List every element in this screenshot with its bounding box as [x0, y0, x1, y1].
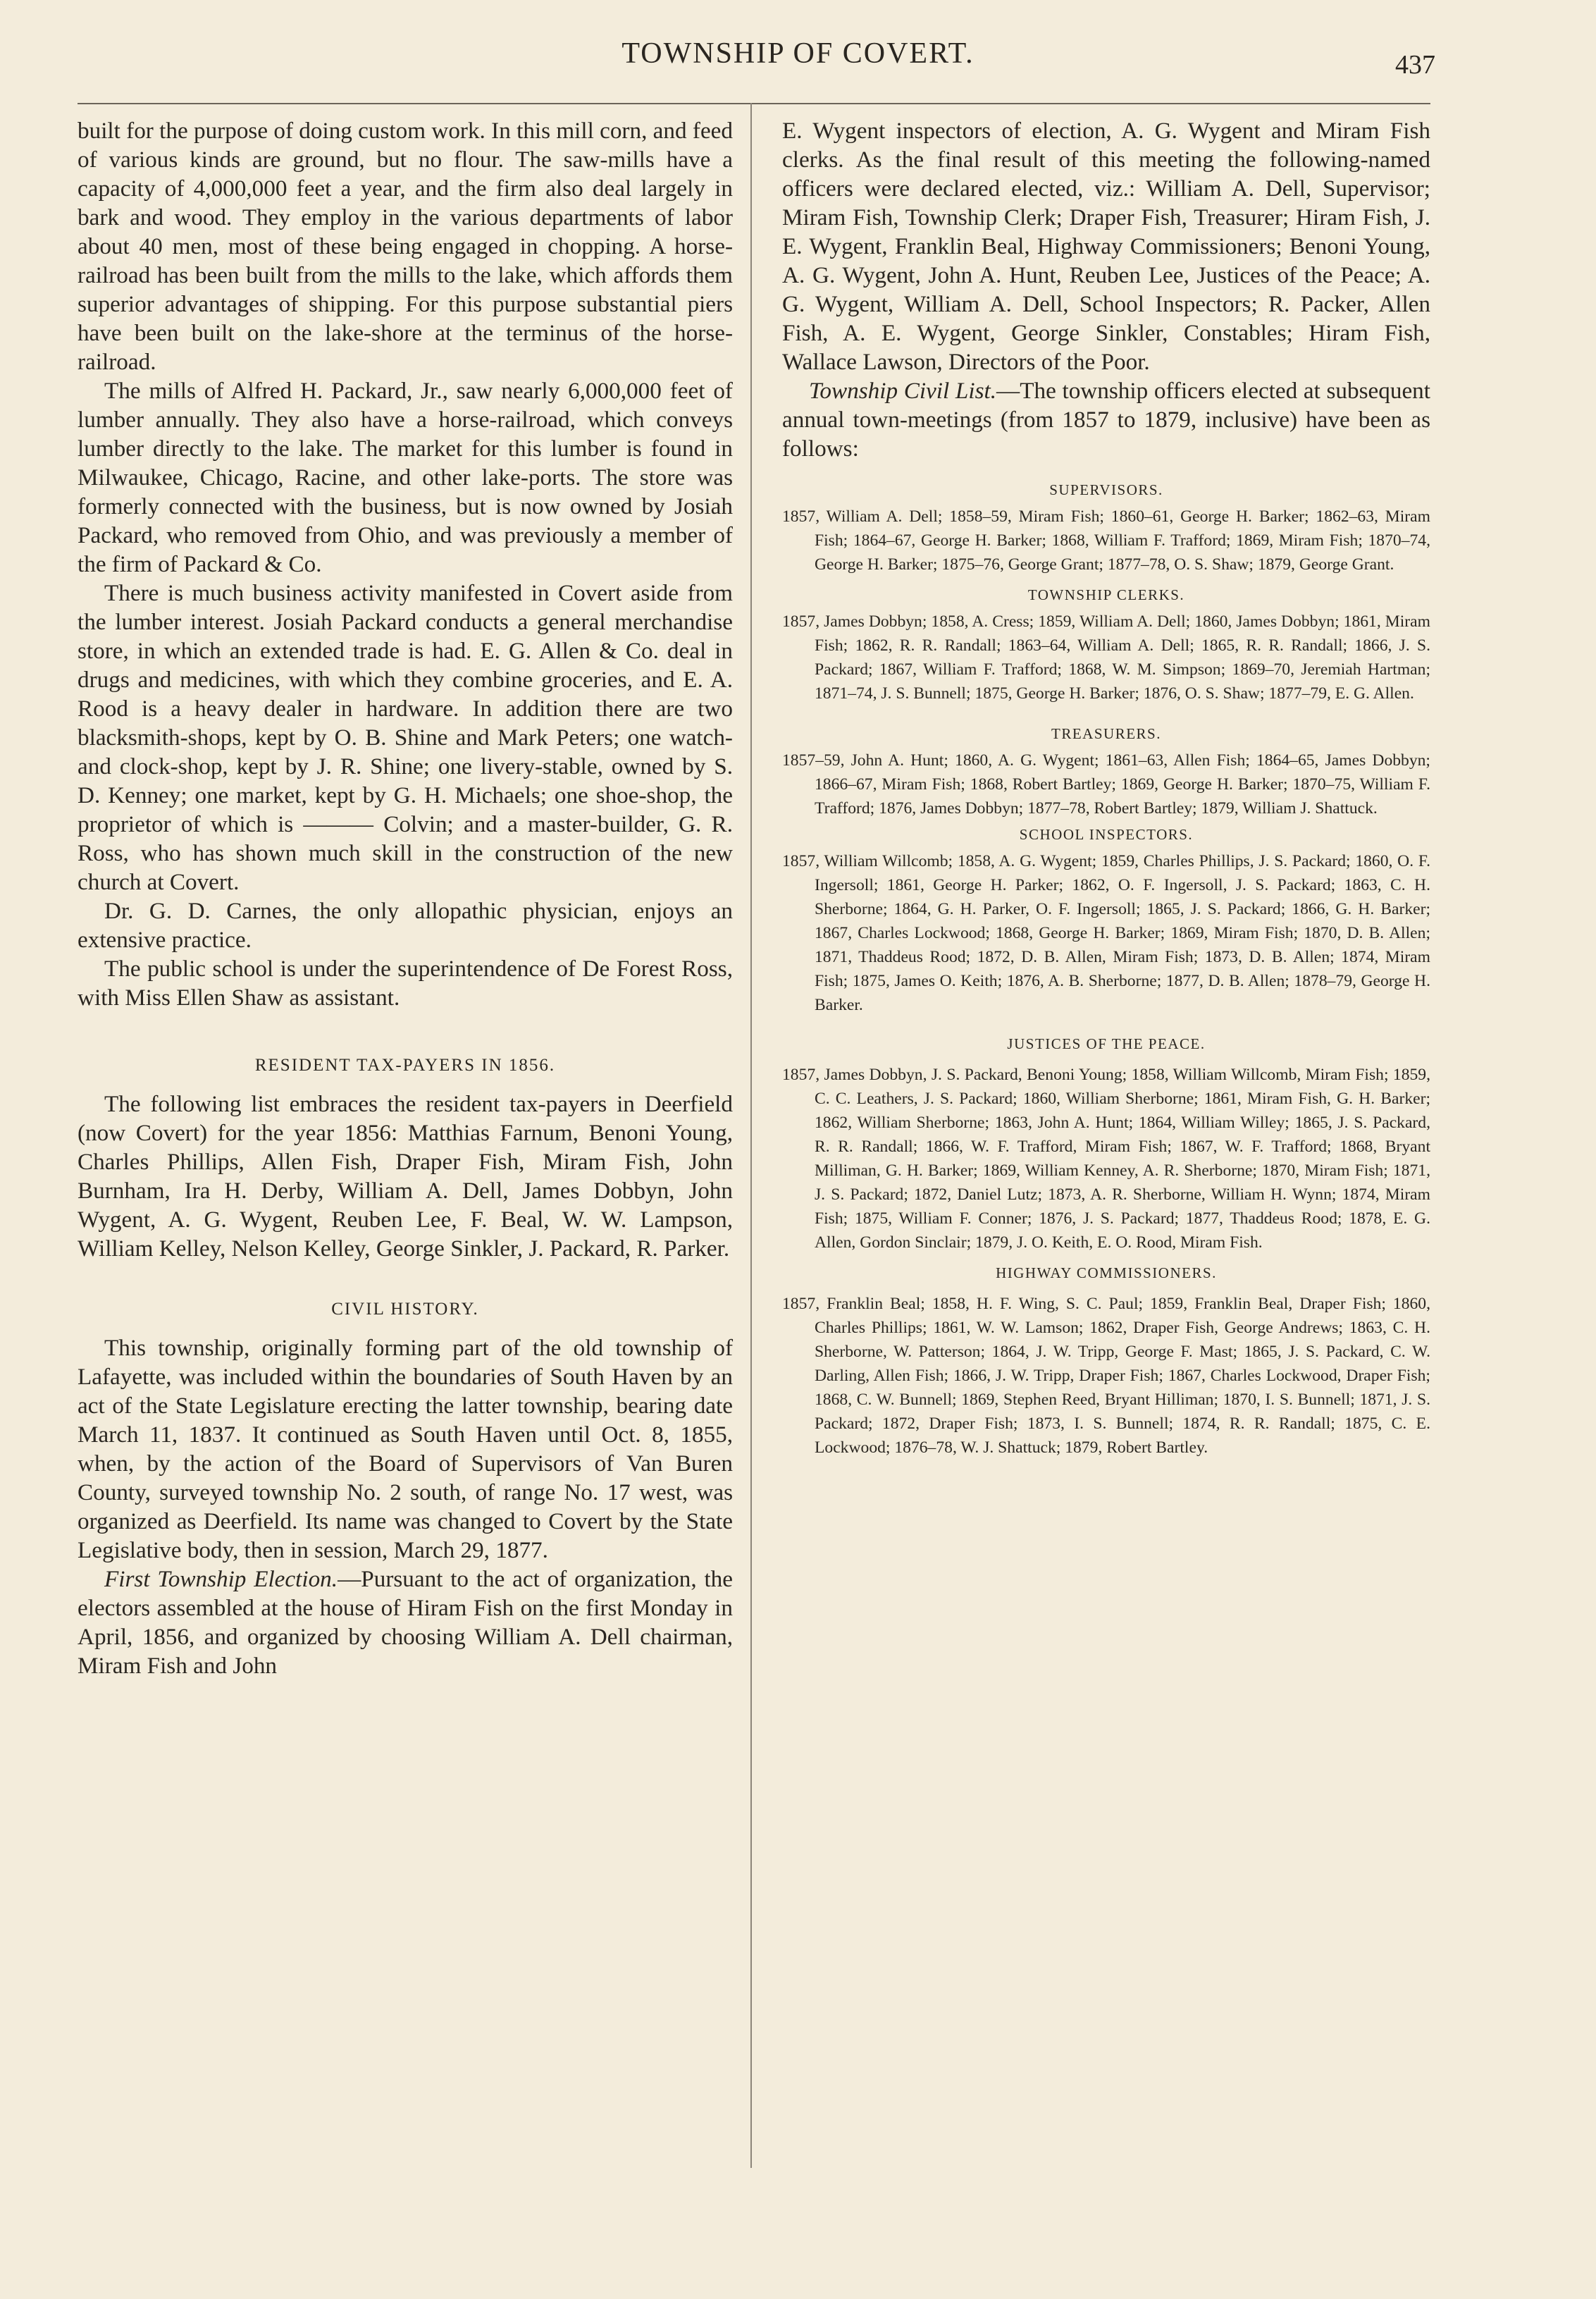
section-heading-civil-history: CIVIL HISTORY. [331, 1300, 479, 1319]
paragraph-text: —Pursuant to the act of organization, the electors assembled at the house of Hiram Fish on the first Monday in April, 1856, and organized by choosing William A. Dell chairman, Miram Fish and John [78, 1566, 733, 1679]
paragraph: The public school is under the superintendence of De Forest Ross, with Miss Ellen Shaw as assistant. [78, 956, 733, 1011]
paragraph: The following list embraces the resident tax-payers in Deerfield (now Covert) for the year 1856: Matthias Farnum, Benoni Young, Charles Phillips, Allen Fish, Draper Fish, Miram Fish, John Burnham, Ira H. Derby, William A. Dell, James Dobbyn, John Wygent, A. G. Wygent, Reuben Lee, F. Beal, W. W. Lampson, William Kelley, Nelson Kelley, George Sinkler, J. Packard, R. Parker. [78, 1091, 733, 1262]
paragraph [78, 1565, 733, 1680]
list-heading-highway-commissioners: HIGHWAY COMMISSIONERS. [996, 1264, 1217, 1281]
paragraph: Dr. G. D. Carnes, the only allopathic physician, enjoys an extensive practice. [78, 898, 733, 953]
column-divider [750, 103, 752, 2168]
list-school-inspectors: 1857, William Willcomb; 1858, A. G. Wygent; 1859, Charles Phillips, J. S. Packard; 1860, O. F. Ingersoll; 1861, George H. Parker; 1862, O. F. Ingersoll, J. S. Packard; 1863, C. H. Sherborne; 1864, G. H. Parker, O. F. Ingersoll; 1865, J. S. Packard; 1866, G. H. Barker; 1867, Charles Lockwood; 1868, George H. Barker; 1869, Miram Fish; 1870, D. B. Allen; 1871, Thaddeus Rood; 1872, D. B. Allen, Miram Fish; 1873, D. B. Allen; 1874, Miram Fish; 1875, James O. Keith; 1876, A. B. Sherborne; 1877, D. B. Allen; 1878–79, George H. Barker. [782, 852, 1430, 1014]
paragraph-text: —The township officers elected at subsequent annual town-meetings (from 1857 to 1879, inclusive) have been as follows: [782, 378, 1430, 462]
list-heading-school-inspectors: SCHOOL INSPECTORS. [1019, 826, 1194, 843]
paragraph: E. Wygent inspectors of election, A. G. Wygent and Miram Fish clerks. As the final result of this meeting the following-named officers were declared elected, viz.: William A. Dell, Supervisor; Miram Fish, Township Clerk; Draper Fish, Treasurer; Hiram Fish, J. E. Wygent, Franklin Beal, Highway Commissioners; Benoni Young, A. G. Wygent, John A. Hunt, Reuben Lee, Justices of the Peace; A. G. Wygent, William A. Dell, School Inspectors; R. Packer, Allen Fish, A. E. Wygent, George Sinkler, Constables; Hiram Fish, Wallace Lawson, Directors of the Poor. [782, 118, 1430, 375]
right-column [782, 116, 1430, 1460]
section-heading-taxpayers: RESIDENT TAX-PAYERS IN 1856. [254, 1056, 556, 1075]
list-heading-supervisors: SUPERVISORS. [1049, 481, 1163, 498]
list-heading-justices: JUSTICES OF THE PEACE. [1007, 1035, 1206, 1052]
paragraph: There is much business activity manifested in Covert aside from the lumber interest. Josiah Packard conducts a general merchandise store, in which an extended trade is had. E. G. Allen & Co. deal in drugs and medicines, with which they combine groceries, and E. A. Rood is a heavy dealer in hardware. In addition there are two blacksmith-shops, kept by O. B. Shine and Mark Peters; one watch- and clock-shop, kept by J. R. Shine; one livery-stable, owned by S. D. Kenney; one market, kept by G. H. Michaels; one shoe-shop, the proprietor of which is ——— Colvin; and a master-builder, G. R. Ross, who has shown much skill in the construction of the new church at Covert. [78, 580, 733, 895]
run-in-heading: Township Civil List. [809, 378, 997, 404]
paragraph: This township, originally forming part of the old township of Lafayette, was included within the boundaries of South Haven by an act of the State Legislature erecting the latter township, bearing date March 11, 1837. It continued as South Haven until Oct. 8, 1855, when, by the action of the Board of Supervisors of Van Buren County, surveyed township No. 2 south, of range No. 17 west, was organized as Deerfield. Its name was changed to Covert by the State Legislative body, then in session, March 29, 1877. [78, 1335, 733, 1563]
header-rule [78, 103, 1430, 104]
paragraph [782, 376, 1430, 463]
list-heading-treasurers: TREASURERS. [1051, 725, 1161, 742]
list-heading-township-clerks: TOWNSHIP CLERKS. [1027, 586, 1185, 603]
paragraph: built for the purpose of doing custom work. In this mill corn, and feed of various kinds are ground, but no flour. The saw-mills have a capacity of 4,000,000 feet a year, and the firm also deal largely in bark and wood. They employ in the various departments of labor about 40 men, most of these being engaged in chopping. A horse-railroad has been built from the mills to the lake, which affords them superior advantages of shipping. For this purpose substantial piers have been built on the lake-shore at the terminus of the horse-railroad. [78, 118, 733, 375]
list-justices: 1857, James Dobbyn, J. S. Packard, Benoni Young; 1858, William Willcomb, Miram Fish; 1859, C. C. Leathers, J. S. Packard; 1860, William Sherborne; 1861, Miram Fish, G. H. Barker; 1862, William Sherborne; 1863, John A. Hunt; 1864, William Willey; 1865, J. S. Packard, R. R. Randall; 1866, W. F. Trafford, Miram Fish; 1867, W. F. Trafford; 1868, Bryant Milliman, G. H. Barker; 1869, William Kenney, A. R. Sherborne; 1870, Miram Fish; 1871, J. S. Packard; 1872, Daniel Lutz; 1873, A. R. Sherborne, William H. Wynn; 1874, Miram Fish; 1875, William F. Conner; 1876, J. S. Packard; 1877, Thaddeus Rood; 1878, E. G. Allen, Gordon Sinclair; 1879, J. O. Keith, E. O. Rood, Miram Fish. [782, 1066, 1430, 1252]
list-township-clerks: 1857, James Dobbyn; 1858, A. Cress; 1859, William A. Dell; 1860, James Dobbyn; 1861, Miram Fish; 1862, R. R. Randall; 1863–64, William A. Dell; 1865, R. R. Randall; 1866, J. S. Packard; 1867, William F. Trafford; 1868, W. M. Simpson; 1869–70, Jeremiah Hartman; 1871–74, J. S. Bunnell; 1875, George H. Barker; 1876, O. S. Shaw; 1877–79, E. G. Allen. [782, 612, 1430, 703]
list-treasurers: 1857–59, John A. Hunt; 1860, A. G. Wygent; 1861–63, Allen Fish; 1864–65, James Dobbyn; 1866–67, Miram Fish; 1868, Robert Bartley; 1869, George H. Barker; 1870–75, William F. Trafford; 1876, James Dobbyn; 1877–78, Robert Bartley; 1879, William J. Shattuck. [782, 751, 1430, 818]
page-number: 437 [1395, 50, 1435, 80]
list-highway-commissioners: 1857, Franklin Beal; 1858, H. F. Wing, S. C. Paul; 1859, Franklin Beal, Draper Fish; 1860, Charles Phillips; 1861, W. W. Lamson; 1862, Draper Fish, George Andrews; 1863, C. H. Sherborne, W. Patterson; 1864, J. W. Tripp, George F. Mast; 1865, J. S. Packard, C. W. Darling, Allen Fish; 1866, J. W. Tripp, Draper Fish; 1867, Charles Lockwood, Draper Fish; 1868, C. W. Bunnell; 1869, Stephen Reed, Bryant Hilliman; 1870, I. S. Bunnell; 1871, J. S. Packard; 1872, Draper Fish; 1873, I. S. Bunnell; 1874, R. R. Randall; 1875, C. E. Lockwood; 1876–78, W. J. Shattuck; 1879, Robert Bartley. [782, 1295, 1430, 1457]
list-supervisors: 1857, William A. Dell; 1858–59, Miram Fish; 1860–61, George H. Barker; 1862–63, Miram Fish; 1864–67, George H. Barker; 1868, William F. Trafford; 1869, Miram Fish; 1870–74, George H. Barker; 1875–76, George Grant; 1877–78, O. S. Shaw; 1879, George Grant. [782, 507, 1430, 574]
left-column [78, 116, 733, 1680]
page-header-title: TOWNSHIP OF COVERT. [621, 37, 975, 70]
paragraph: The mills of Alfred H. Packard, Jr., saw nearly 6,000,000 feet of lumber annually. They also have a horse-railroad, which conveys lumber directly to the lake. The market for this lumber is found in Milwaukee, Chicago, Racine, and other lake-ports. The store was formerly connected with the business, but is now owned by Josiah Packard, who removed from Ohio, and was previously a member of the firm of Packard & Co. [78, 378, 733, 577]
run-in-heading: First Township Election. [104, 1566, 338, 1592]
